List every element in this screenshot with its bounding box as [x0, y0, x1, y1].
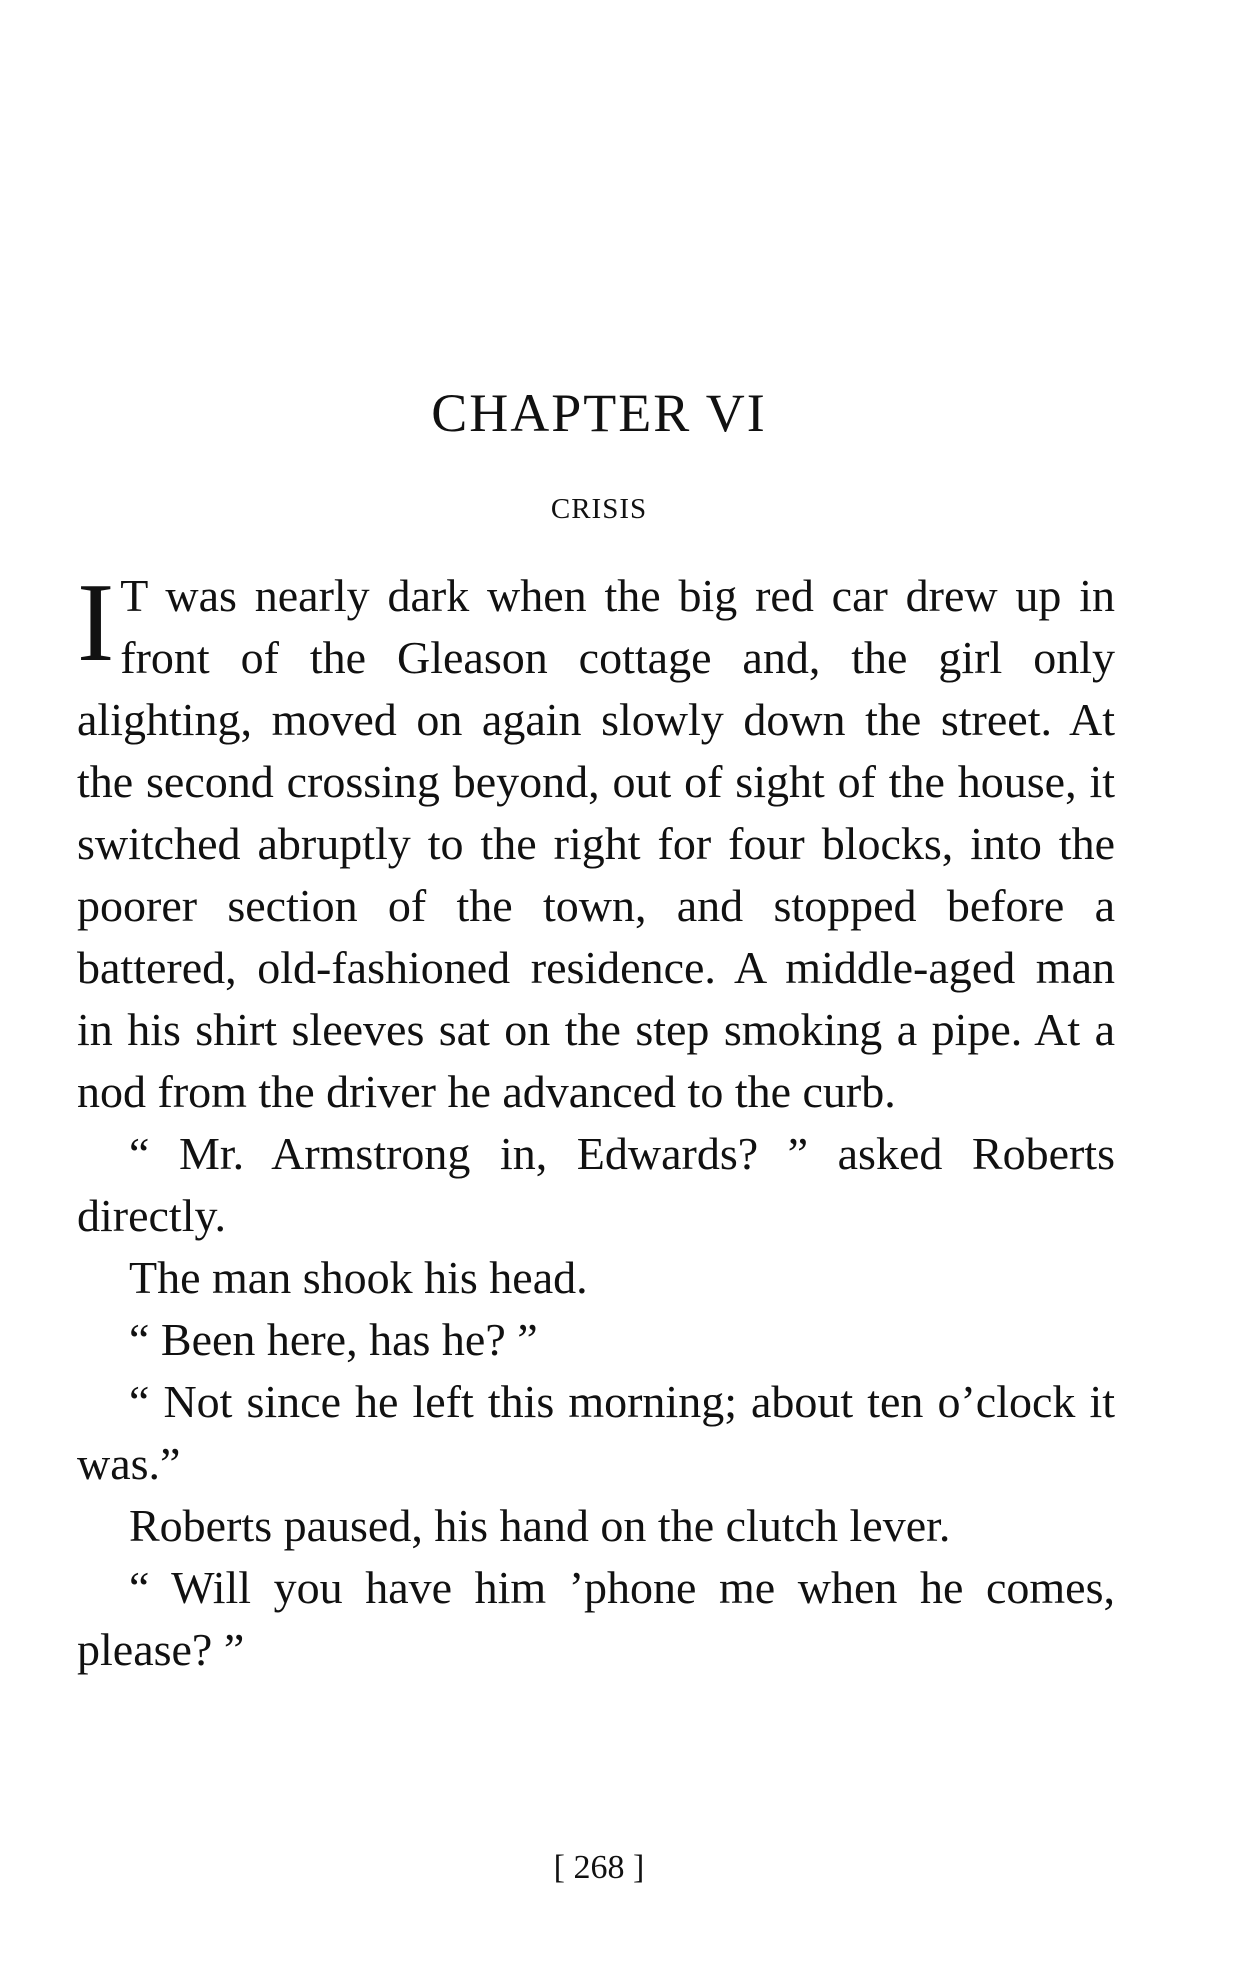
- paragraph-5: “ Not since he left this morning; about ten o’clock it was.”: [77, 1376, 1115, 1489]
- lead-letter: T: [120, 570, 148, 621]
- paragraph-1-text: was nearly dark when the big red car drew up in front of the Gleason cottage and, the girl only alighting, moved on again slowly down the street. At the second crossing beyond, out of sight of the house, it switched abruptly to the right for four blocks, into the poorer section of the town, and stopped before a battered, old-fashioned residence. A middle-aged man in his shirt sleeves sat on the step smoking a pipe. At a nod from the driver he advanced to the curb.: [77, 570, 1115, 1117]
- paragraph-3: The man shook his head.: [129, 1252, 588, 1303]
- chapter-subtitle: CRISIS: [550, 493, 648, 525]
- page-number: [ 268 ]: [553, 1849, 645, 1886]
- drop-cap: I: [77, 561, 115, 685]
- paragraph-1: [77, 561, 1115, 1123]
- chapter-title: CHAPTER VI: [431, 383, 767, 443]
- paragraph-2: “ Mr. Armstrong in, Edwards? ” asked Roberts directly.: [77, 1128, 1115, 1241]
- body-text: [77, 561, 1115, 1681]
- paragraph-6: Roberts paused, his hand on the clutch lever.: [129, 1500, 951, 1551]
- paragraph-7: “ Will you have him ’phone me when he comes, please? ”: [77, 1562, 1115, 1675]
- paragraph-4: “ Been here, has he? ”: [129, 1314, 538, 1365]
